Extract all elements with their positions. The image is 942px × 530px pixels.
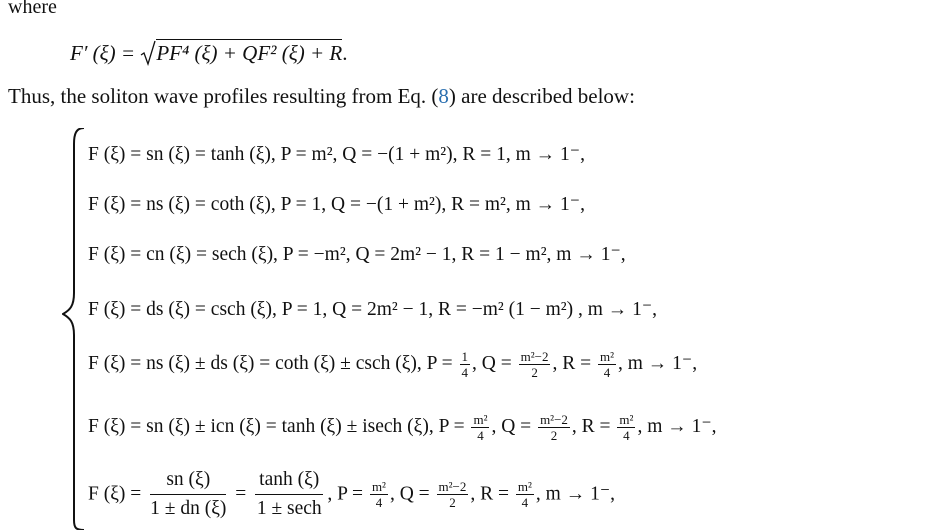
fraction-denominator: 4 bbox=[461, 365, 469, 380]
case-6-tail: , m → 1⁻, bbox=[637, 415, 717, 437]
fraction-denominator: 1 ± sech bbox=[256, 498, 322, 520]
case-6-r-fraction bbox=[617, 413, 635, 442]
case-6-q-label: , Q = bbox=[491, 415, 537, 437]
fraction-numerator: sn (ξ) bbox=[150, 468, 226, 495]
case-row-7 bbox=[88, 468, 615, 522]
equation-ref-link[interactable]: 8 bbox=[438, 84, 449, 108]
case-7-q-fraction bbox=[437, 480, 469, 509]
intro-text: where bbox=[8, 0, 57, 18]
case-7-p-label: , P = bbox=[327, 483, 368, 505]
case-7-tanh-fraction bbox=[255, 468, 323, 522]
case-row-6 bbox=[88, 413, 717, 442]
case-row-1: F (ξ) = sn (ξ) = tanh (ξ), P = m², Q = −(1 + m²), R = 1, m → 1⁻, bbox=[88, 144, 585, 165]
fraction-numerator: m²−2 bbox=[520, 349, 549, 364]
case-5-lead: F (ξ) = ns (ξ) ± ds (ξ) = coth (ξ) ± csch (ξ), P = bbox=[88, 352, 458, 374]
case-7-q-label: , Q = bbox=[389, 483, 435, 505]
case-row-3: F (ξ) = cn (ξ) = sech (ξ), P = −m², Q = 2m² − 1, R = 1 − m², m → 1⁻, bbox=[88, 244, 626, 265]
fraction-denominator: 4 bbox=[375, 495, 383, 511]
fraction-denominator: 4 bbox=[623, 428, 630, 443]
case-row-2: F (ξ) = ns (ξ) = coth (ξ), P = 1, Q = −(1 + m²), R = m², m → 1⁻, bbox=[88, 194, 585, 215]
body-sentence bbox=[8, 84, 635, 109]
fraction-numerator: m² bbox=[619, 412, 634, 427]
case-6-r-label: , R = bbox=[571, 415, 616, 437]
fprime-end: . bbox=[342, 41, 348, 65]
fprime-radicand: PF⁴ (ξ) + QF² (ξ) + R bbox=[156, 41, 343, 65]
case-5-tail: , m → 1⁻, bbox=[618, 352, 698, 374]
fraction-numerator: m²−2 bbox=[438, 479, 467, 495]
fraction-numerator: m² bbox=[371, 479, 386, 495]
sentence-before: Thus, the soliton wave profiles resulting from Eq. ( bbox=[8, 84, 439, 108]
case-7-sn-fraction bbox=[150, 468, 226, 522]
case-5-p-fraction bbox=[460, 350, 471, 379]
fraction-numerator: tanh (ξ) bbox=[255, 468, 323, 495]
fraction-denominator: 2 bbox=[550, 428, 558, 443]
fprime-equation bbox=[70, 40, 347, 66]
case-row-4: F (ξ) = ds (ξ) = csch (ξ), P = 1, Q = 2m² − 1, R = −m² (1 − m²) , m → 1⁻, bbox=[88, 299, 658, 320]
fraction-denominator: 2 bbox=[531, 365, 538, 380]
fraction-denominator: 4 bbox=[521, 495, 529, 511]
fprime-lhs: F′ (ξ) = bbox=[70, 41, 141, 65]
fraction-denominator: 2 bbox=[449, 495, 456, 511]
case-7-equals: = bbox=[230, 483, 252, 505]
fraction-numerator: m² bbox=[473, 412, 488, 427]
case-7-lead: F (ξ) = bbox=[88, 483, 147, 505]
case-7-r-label: , R = bbox=[470, 483, 514, 505]
case-5-q-label: , Q = bbox=[472, 352, 517, 374]
case-6-q-fraction bbox=[538, 413, 570, 442]
case-6-p-fraction bbox=[471, 413, 489, 442]
case-6-lead: F (ξ) = sn (ξ) ± icn (ξ) = tanh (ξ) ± isech (ξ), P = bbox=[88, 415, 470, 437]
fraction-denominator: 4 bbox=[603, 365, 611, 380]
case-7-r-fraction bbox=[516, 480, 534, 509]
sqrt-sign-icon bbox=[140, 40, 156, 66]
case-row-5 bbox=[88, 350, 697, 379]
fraction-numerator: m²−2 bbox=[540, 412, 568, 427]
case-7-tail: , m → 1⁻, bbox=[535, 483, 616, 505]
case-5-r-label: , R = bbox=[552, 352, 596, 374]
case-7-p-fraction bbox=[370, 480, 388, 509]
fraction-denominator: 4 bbox=[477, 428, 484, 443]
fraction-numerator: m² bbox=[600, 349, 615, 364]
fraction-numerator: 1 bbox=[461, 349, 469, 364]
fraction-numerator: m² bbox=[517, 479, 532, 495]
sentence-after: ) are described below: bbox=[448, 84, 635, 108]
case-5-q-fraction bbox=[519, 350, 551, 379]
case-5-r-fraction bbox=[598, 350, 616, 379]
fraction-denominator: 1 ± dn (ξ) bbox=[150, 498, 227, 520]
